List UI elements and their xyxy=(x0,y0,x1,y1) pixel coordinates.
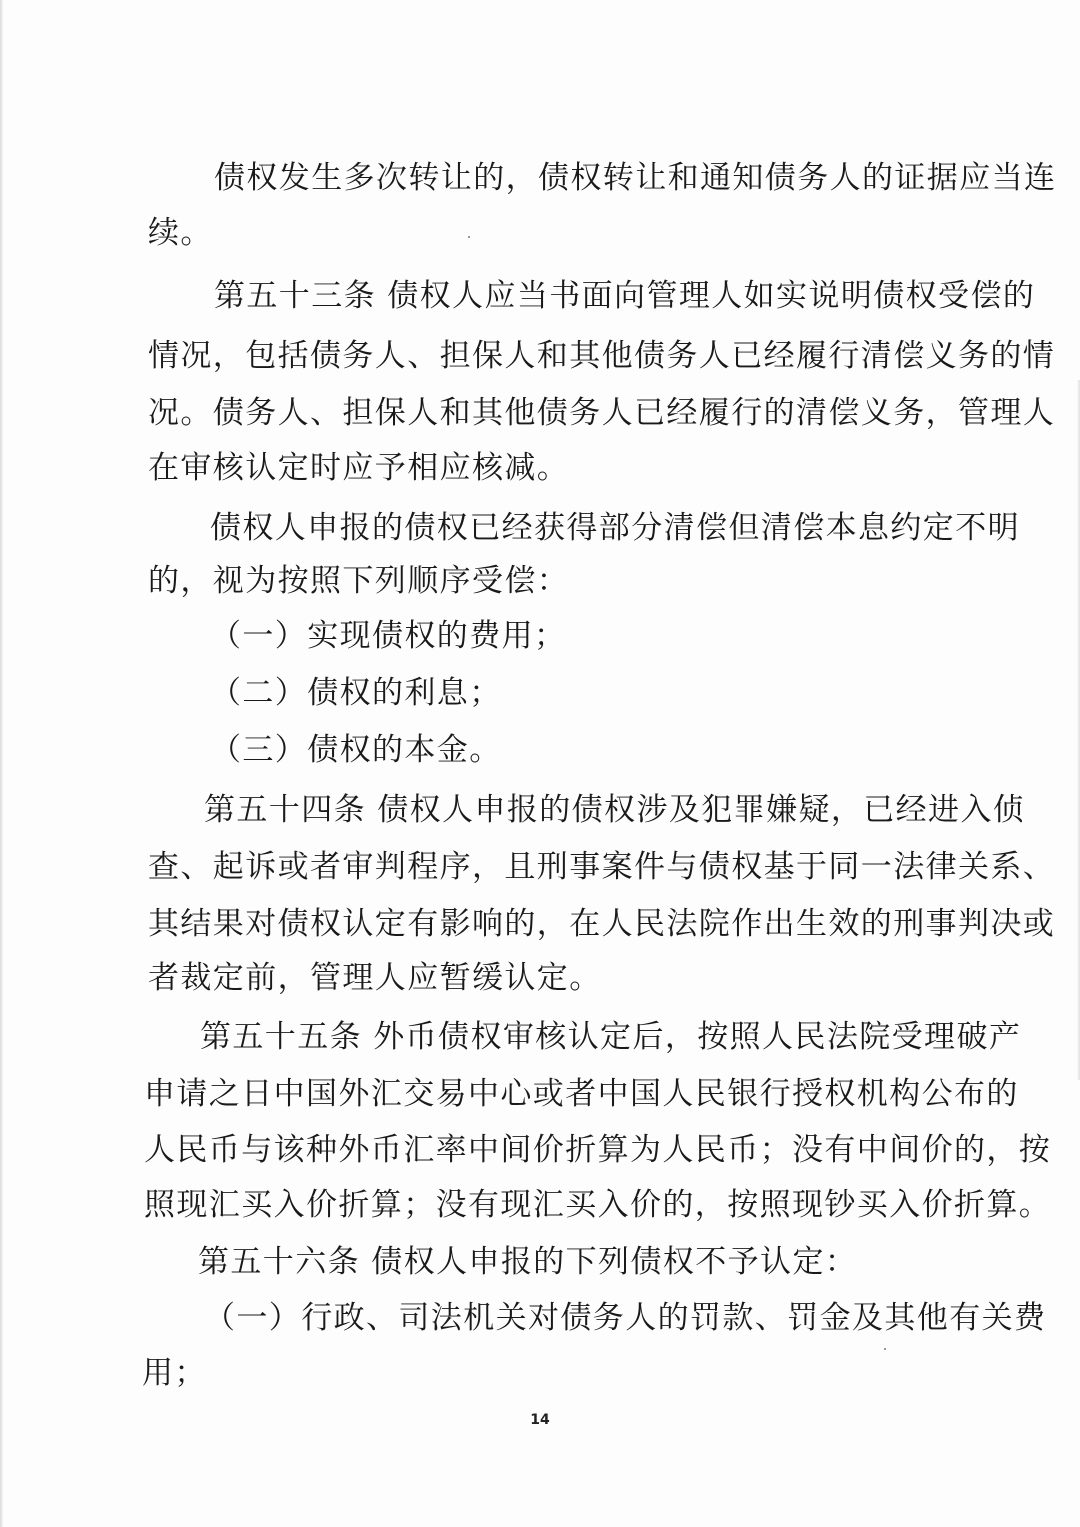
text-line: 照现汇买入价折算；没有现汇买入价的，按照现钞买入价折算。 xyxy=(144,1187,1052,1223)
text-line: 在审核认定时应予相应核减。 xyxy=(148,450,570,486)
page-number: 14 xyxy=(530,1412,550,1428)
scan-speck xyxy=(884,1348,886,1350)
text-line: 查、起诉或者审判程序，且刑事案件与债权基于同一法律关系、 xyxy=(148,849,1056,885)
text-line: 情况，包括债务人、担保人和其他债务人已经履行清偿义务的情 xyxy=(148,338,1056,374)
text-line: 债权人申报的债权已经获得部分清偿但清偿本息约定不明 xyxy=(210,510,1020,546)
text-line: 况。债务人、担保人和其他债务人已经履行的清偿义务，管理人 xyxy=(148,395,1056,431)
text-line: 第五十六条 债权人申报的下列债权不予认定： xyxy=(198,1244,858,1280)
text-line: 第五十四条 债权人申报的债权涉及犯罪嫌疑，已经进入侦 xyxy=(204,792,1026,828)
scan-speck xyxy=(468,236,470,238)
text-line: 债权发生多次转让的，债权转让和通知债务人的证据应当连 xyxy=(214,160,1057,196)
text-line: （一）实现债权的费用； xyxy=(210,618,567,654)
scan-edge-left xyxy=(0,0,3,1527)
text-line: 人民币与该种外币汇率中间价折算为人民币；没有中间价的，按 xyxy=(144,1132,1052,1168)
text-line: 的，视为按照下列顺序受偿： xyxy=(148,563,570,599)
text-line: 其结果对债权认定有影响的，在人民法院作出生效的刑事判决或 xyxy=(148,906,1056,942)
text-line: 用； xyxy=(142,1355,207,1391)
text-line: 第五十五条 外币债权审核认定后，按照人民法院受理破产 xyxy=(200,1019,1022,1055)
text-line: 申请之日中国外汇交易中心或者中国人民银行授权机构公布的 xyxy=(144,1076,1019,1112)
text-line: 第五十三条 债权人应当书面向管理人如实说明债权受偿的 xyxy=(214,278,1036,314)
text-line: 者裁定前，管理人应暂缓认定。 xyxy=(148,960,602,996)
text-line: （一）行政、司法机关对债务人的罚款、罚金及其他有关费 xyxy=(204,1300,1047,1336)
text-line: （二）债权的利息； xyxy=(210,675,502,711)
text-line: 续。 xyxy=(148,215,213,251)
text-line: （三）债权的本金。 xyxy=(210,732,502,768)
